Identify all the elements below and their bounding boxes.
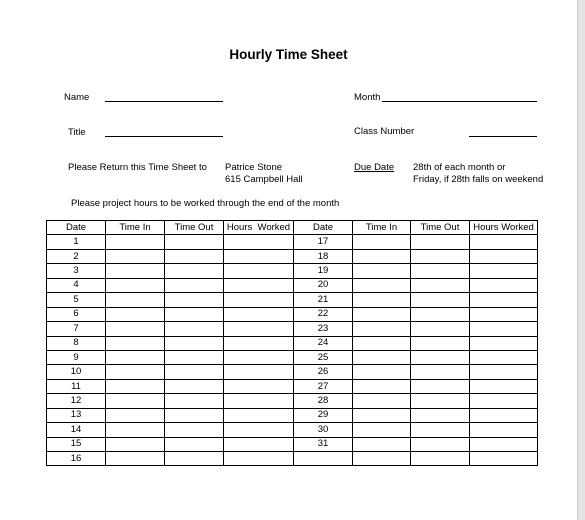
- date-cell: 1: [47, 235, 106, 249]
- table-row: [294, 365, 538, 379]
- time-in-cell[interactable]: [106, 249, 165, 263]
- time-in-cell[interactable]: [353, 249, 411, 263]
- date-cell: 13: [47, 408, 106, 422]
- header-date: Date: [47, 221, 106, 235]
- time-in-cell[interactable]: [353, 322, 411, 336]
- time-out-cell[interactable]: [165, 307, 224, 321]
- date-cell: 25: [294, 350, 353, 364]
- time-table-right: [293, 220, 538, 466]
- time-out-cell[interactable]: [165, 437, 224, 451]
- time-in-cell[interactable]: [353, 307, 411, 321]
- date-cell: 27: [294, 379, 353, 393]
- time-in-cell[interactable]: [353, 379, 411, 393]
- date-cell: 10: [47, 365, 106, 379]
- time-out-cell[interactable]: [165, 264, 224, 278]
- title-field-line[interactable]: [105, 136, 223, 137]
- table-row: [294, 408, 538, 422]
- hours-worked-cell[interactable]: [224, 336, 294, 350]
- hours-worked-cell[interactable]: [470, 293, 538, 307]
- date-cell: 5: [47, 293, 106, 307]
- hours-worked-cell[interactable]: [224, 293, 294, 307]
- hours-worked-cell[interactable]: [224, 278, 294, 292]
- hours-worked-cell[interactable]: [470, 350, 538, 364]
- hours-worked-cell[interactable]: [224, 264, 294, 278]
- table-row: [47, 437, 294, 451]
- time-out-cell[interactable]: [165, 452, 224, 466]
- time-in-cell[interactable]: [106, 350, 165, 364]
- date-cell: 23: [294, 322, 353, 336]
- date-cell: 24: [294, 336, 353, 350]
- table-row: [47, 249, 294, 263]
- time-out-cell[interactable]: [165, 350, 224, 364]
- table-row: [47, 379, 294, 393]
- hours-worked-cell[interactable]: [470, 264, 538, 278]
- header-time-in: Time In: [353, 221, 411, 235]
- time-out-cell[interactable]: [411, 423, 470, 437]
- hours-worked-cell[interactable]: [470, 365, 538, 379]
- table-row: [47, 408, 294, 422]
- hours-worked-cell[interactable]: [224, 379, 294, 393]
- date-cell: 9: [47, 350, 106, 364]
- time-out-cell[interactable]: [165, 394, 224, 408]
- table-row: [294, 249, 538, 263]
- date-cell: 11: [47, 379, 106, 393]
- hours-worked-cell[interactable]: [224, 423, 294, 437]
- time-in-cell[interactable]: [353, 235, 411, 249]
- table-row: [294, 293, 538, 307]
- header-time-out: Time Out: [411, 221, 470, 235]
- hours-worked-cell[interactable]: [224, 235, 294, 249]
- date-cell: 6: [47, 307, 106, 321]
- table-row: [47, 293, 294, 307]
- hours-worked-cell[interactable]: [470, 336, 538, 350]
- time-in-cell[interactable]: [353, 437, 411, 451]
- date-cell: 15: [47, 437, 106, 451]
- time-out-cell[interactable]: [411, 350, 470, 364]
- table-row: [294, 322, 538, 336]
- hours-worked-cell[interactable]: [224, 350, 294, 364]
- time-out-cell[interactable]: [411, 264, 470, 278]
- time-out-cell[interactable]: [411, 452, 470, 466]
- date-cell: [294, 452, 353, 466]
- due-date-label: Due Date: [354, 162, 395, 173]
- return-address: 615 Campbell Hall: [225, 174, 303, 185]
- time-out-cell[interactable]: [411, 379, 470, 393]
- hours-worked-cell[interactable]: [470, 249, 538, 263]
- time-in-cell[interactable]: [106, 307, 165, 321]
- date-cell: 4: [47, 278, 106, 292]
- hours-worked-cell[interactable]: [470, 437, 538, 451]
- time-table-left: [46, 220, 294, 466]
- hours-worked-cell[interactable]: [224, 394, 294, 408]
- table-row: [47, 336, 294, 350]
- class-number-field-line[interactable]: [469, 136, 537, 137]
- date-cell: 18: [294, 249, 353, 263]
- hours-worked-cell[interactable]: [470, 379, 538, 393]
- scrollbar[interactable]: [578, 0, 585, 520]
- time-in-cell[interactable]: [106, 408, 165, 422]
- date-cell: 31: [294, 437, 353, 451]
- table-row: [294, 423, 538, 437]
- date-cell: 2: [47, 249, 106, 263]
- month-label: Month: [354, 92, 381, 103]
- time-in-cell[interactable]: [106, 452, 165, 466]
- time-in-cell[interactable]: [106, 264, 165, 278]
- time-out-cell[interactable]: [411, 278, 470, 292]
- table-row: [294, 394, 538, 408]
- date-cell: 17: [294, 235, 353, 249]
- time-out-cell[interactable]: [411, 408, 470, 422]
- date-cell: 20: [294, 278, 353, 292]
- time-out-cell[interactable]: [165, 365, 224, 379]
- due-date-line2: Friday, if 28th falls on weekend: [413, 174, 544, 185]
- header-date: Date: [294, 221, 353, 235]
- time-out-cell[interactable]: [411, 394, 470, 408]
- hours-worked-cell[interactable]: [470, 452, 538, 466]
- time-out-cell[interactable]: [411, 249, 470, 263]
- table-row: [47, 394, 294, 408]
- table-row: [47, 278, 294, 292]
- time-in-cell[interactable]: [353, 350, 411, 364]
- date-cell: 3: [47, 264, 106, 278]
- time-in-cell[interactable]: [106, 235, 165, 249]
- date-cell: 28: [294, 394, 353, 408]
- hours-worked-cell[interactable]: [224, 408, 294, 422]
- time-out-cell[interactable]: [165, 423, 224, 437]
- date-cell: 14: [47, 423, 106, 437]
- date-cell: 7: [47, 322, 106, 336]
- table-row: [294, 336, 538, 350]
- time-in-cell[interactable]: [106, 365, 165, 379]
- time-out-cell[interactable]: [165, 336, 224, 350]
- table-row: [294, 437, 538, 451]
- date-cell: 21: [294, 293, 353, 307]
- table-row: [294, 307, 538, 321]
- month-field-line[interactable]: [382, 101, 537, 102]
- time-out-cell[interactable]: [411, 365, 470, 379]
- header-hours-worked: Hours Worked: [224, 221, 294, 235]
- hours-worked-cell[interactable]: [470, 322, 538, 336]
- table-header-row: [294, 221, 538, 235]
- table-row: [47, 452, 294, 466]
- time-in-cell[interactable]: [106, 336, 165, 350]
- name-field-line[interactable]: [105, 101, 223, 102]
- time-in-cell[interactable]: [353, 264, 411, 278]
- hours-worked-cell[interactable]: [470, 278, 538, 292]
- time-in-cell[interactable]: [106, 394, 165, 408]
- time-in-cell[interactable]: [353, 452, 411, 466]
- date-cell: 12: [47, 394, 106, 408]
- time-in-cell[interactable]: [106, 379, 165, 393]
- table-row: [294, 452, 538, 466]
- time-in-cell[interactable]: [353, 423, 411, 437]
- date-cell: 29: [294, 408, 353, 422]
- hours-worked-cell[interactable]: [224, 365, 294, 379]
- time-out-cell[interactable]: [165, 278, 224, 292]
- header-time-out: Time Out: [165, 221, 224, 235]
- name-label: Name: [64, 92, 90, 103]
- time-out-cell[interactable]: [165, 379, 224, 393]
- hours-worked-cell[interactable]: [224, 307, 294, 321]
- date-cell: 30: [294, 423, 353, 437]
- table-row: [47, 365, 294, 379]
- time-in-cell[interactable]: [353, 293, 411, 307]
- table-row: [47, 423, 294, 437]
- date-cell: 19: [294, 264, 353, 278]
- table-row: [294, 350, 538, 364]
- header-hours-worked: Hours Worked: [470, 221, 538, 235]
- time-out-cell[interactable]: [411, 437, 470, 451]
- table-row: [47, 307, 294, 321]
- table-header-row: [47, 221, 294, 235]
- time-out-cell[interactable]: [411, 322, 470, 336]
- date-cell: 26: [294, 365, 353, 379]
- table-row: [47, 322, 294, 336]
- time-in-cell[interactable]: [106, 423, 165, 437]
- hours-worked-cell[interactable]: [224, 452, 294, 466]
- hours-worked-cell[interactable]: [470, 307, 538, 321]
- time-out-cell[interactable]: [165, 408, 224, 422]
- hours-worked-cell[interactable]: [470, 408, 538, 422]
- time-in-cell[interactable]: [353, 408, 411, 422]
- time-out-cell[interactable]: [165, 235, 224, 249]
- time-in-cell[interactable]: [353, 278, 411, 292]
- time-in-cell[interactable]: [353, 336, 411, 350]
- date-cell: 16: [47, 452, 106, 466]
- table-row: [294, 379, 538, 393]
- time-in-cell[interactable]: [106, 437, 165, 451]
- time-out-cell[interactable]: [165, 322, 224, 336]
- hours-worked-cell[interactable]: [470, 423, 538, 437]
- time-out-cell[interactable]: [411, 336, 470, 350]
- table-row: [47, 350, 294, 364]
- table-row: [47, 264, 294, 278]
- time-in-cell[interactable]: [106, 293, 165, 307]
- hours-worked-cell[interactable]: [224, 437, 294, 451]
- time-out-cell[interactable]: [411, 293, 470, 307]
- page-title: Hourly Time Sheet: [229, 47, 348, 62]
- table-row: [294, 235, 538, 249]
- hours-worked-cell[interactable]: [224, 322, 294, 336]
- table-row: [294, 264, 538, 278]
- time-out-cell[interactable]: [411, 307, 470, 321]
- table-row: [294, 278, 538, 292]
- return-label: Please Return this Time Sheet to: [68, 162, 207, 173]
- time-out-cell[interactable]: [165, 293, 224, 307]
- time-in-cell[interactable]: [106, 322, 165, 336]
- hours-worked-cell[interactable]: [470, 235, 538, 249]
- time-out-cell[interactable]: [165, 249, 224, 263]
- due-date-line1: 28th of each month or: [413, 162, 506, 173]
- date-cell: 8: [47, 336, 106, 350]
- time-in-cell[interactable]: [353, 394, 411, 408]
- title-label: Title: [68, 127, 86, 138]
- class-number-label: Class Number: [354, 126, 415, 137]
- date-cell: 22: [294, 307, 353, 321]
- instruction-text: Please project hours to be worked through the end of the month: [71, 198, 340, 209]
- time-in-cell[interactable]: [106, 278, 165, 292]
- table-row: [47, 235, 294, 249]
- return-name: Patrice Stone: [225, 162, 283, 173]
- time-out-cell[interactable]: [411, 235, 470, 249]
- hours-worked-cell[interactable]: [470, 394, 538, 408]
- time-in-cell[interactable]: [353, 365, 411, 379]
- hours-worked-cell[interactable]: [224, 249, 294, 263]
- header-time-in: Time In: [106, 221, 165, 235]
